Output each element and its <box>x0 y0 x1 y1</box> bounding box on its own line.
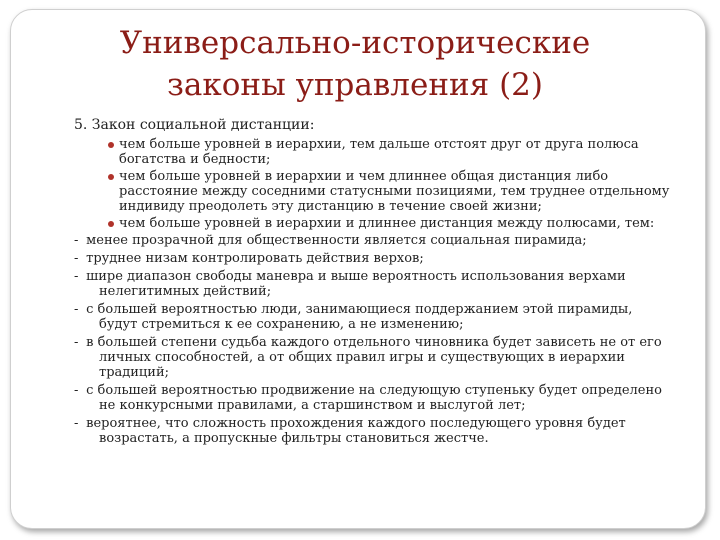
dash-marker: - <box>74 251 79 266</box>
dash-text: труднее низам контролировать действия верхов; <box>86 251 424 266</box>
dash-marker: - <box>74 335 79 350</box>
slide-title: Универсально-исторические законы управления (2) <box>119 25 591 103</box>
bullet-text: чем больше уровней в иерархии, тем дальше отстоят друг от друга полюса богатства и бедности; <box>119 137 639 167</box>
dash-marker: - <box>74 302 79 317</box>
bullet-item <box>74 216 674 231</box>
bullet-text: чем больше уровней в иерархии и длиннее дистанция между полюсами, тем: <box>119 216 655 231</box>
dash-item <box>74 383 674 413</box>
dash-item <box>74 416 674 446</box>
dash-marker: - <box>74 383 79 398</box>
dash-marker: - <box>74 269 79 284</box>
dash-marker: - <box>74 416 79 431</box>
dash-item <box>74 251 674 266</box>
dash-list <box>74 233 674 446</box>
bullet-text: чем больше уровней в иерархии и чем длиннее общая дистанция либо расстояние между соседними статусными позициями, тем труднее отдельному индивиду преодолеть эту дистанцию в течение своей жизни; <box>119 169 670 214</box>
bullet-item <box>74 137 674 167</box>
bullet-item <box>74 169 674 214</box>
dash-item <box>74 233 674 248</box>
dash-text: шире диапазон свободы маневра и выше вероятность использования верхами нелегитимных действий; <box>86 269 626 299</box>
bullet-icon <box>108 221 114 227</box>
dash-item <box>74 302 674 332</box>
dash-text: вероятнее, что сложность прохождения каждого последующего уровня будет возрастать, а пропускные фильтры становиться жестче. <box>86 416 626 446</box>
dash-marker: - <box>74 233 79 248</box>
dash-text: в большей степени судьба каждого отдельного чиновника будет зависеть не от его личных способностей, а от общих правил игры и существующих в иерархии традиций; <box>86 335 662 380</box>
dash-text: менее прозрачной для общественности является социальная пирамида; <box>86 233 587 248</box>
bullet-icon <box>108 142 114 148</box>
dash-text: с большей вероятностью люди, занимающиеся поддержанием этой пирамиды, будут стремиться к ее сохранению, а не изменению; <box>86 302 633 332</box>
section-heading: 5. Закон социальной дистанции: <box>74 117 315 133</box>
bullet-icon <box>108 174 114 180</box>
dash-item <box>74 335 674 380</box>
slide-content <box>74 118 674 449</box>
dash-item <box>74 269 674 299</box>
dash-text: с большей вероятностью продвижение на следующую ступеньку будет определено не конкурсными правилами, а старшинством и выслугой лет; <box>86 383 662 413</box>
bullet-list <box>74 137 674 231</box>
